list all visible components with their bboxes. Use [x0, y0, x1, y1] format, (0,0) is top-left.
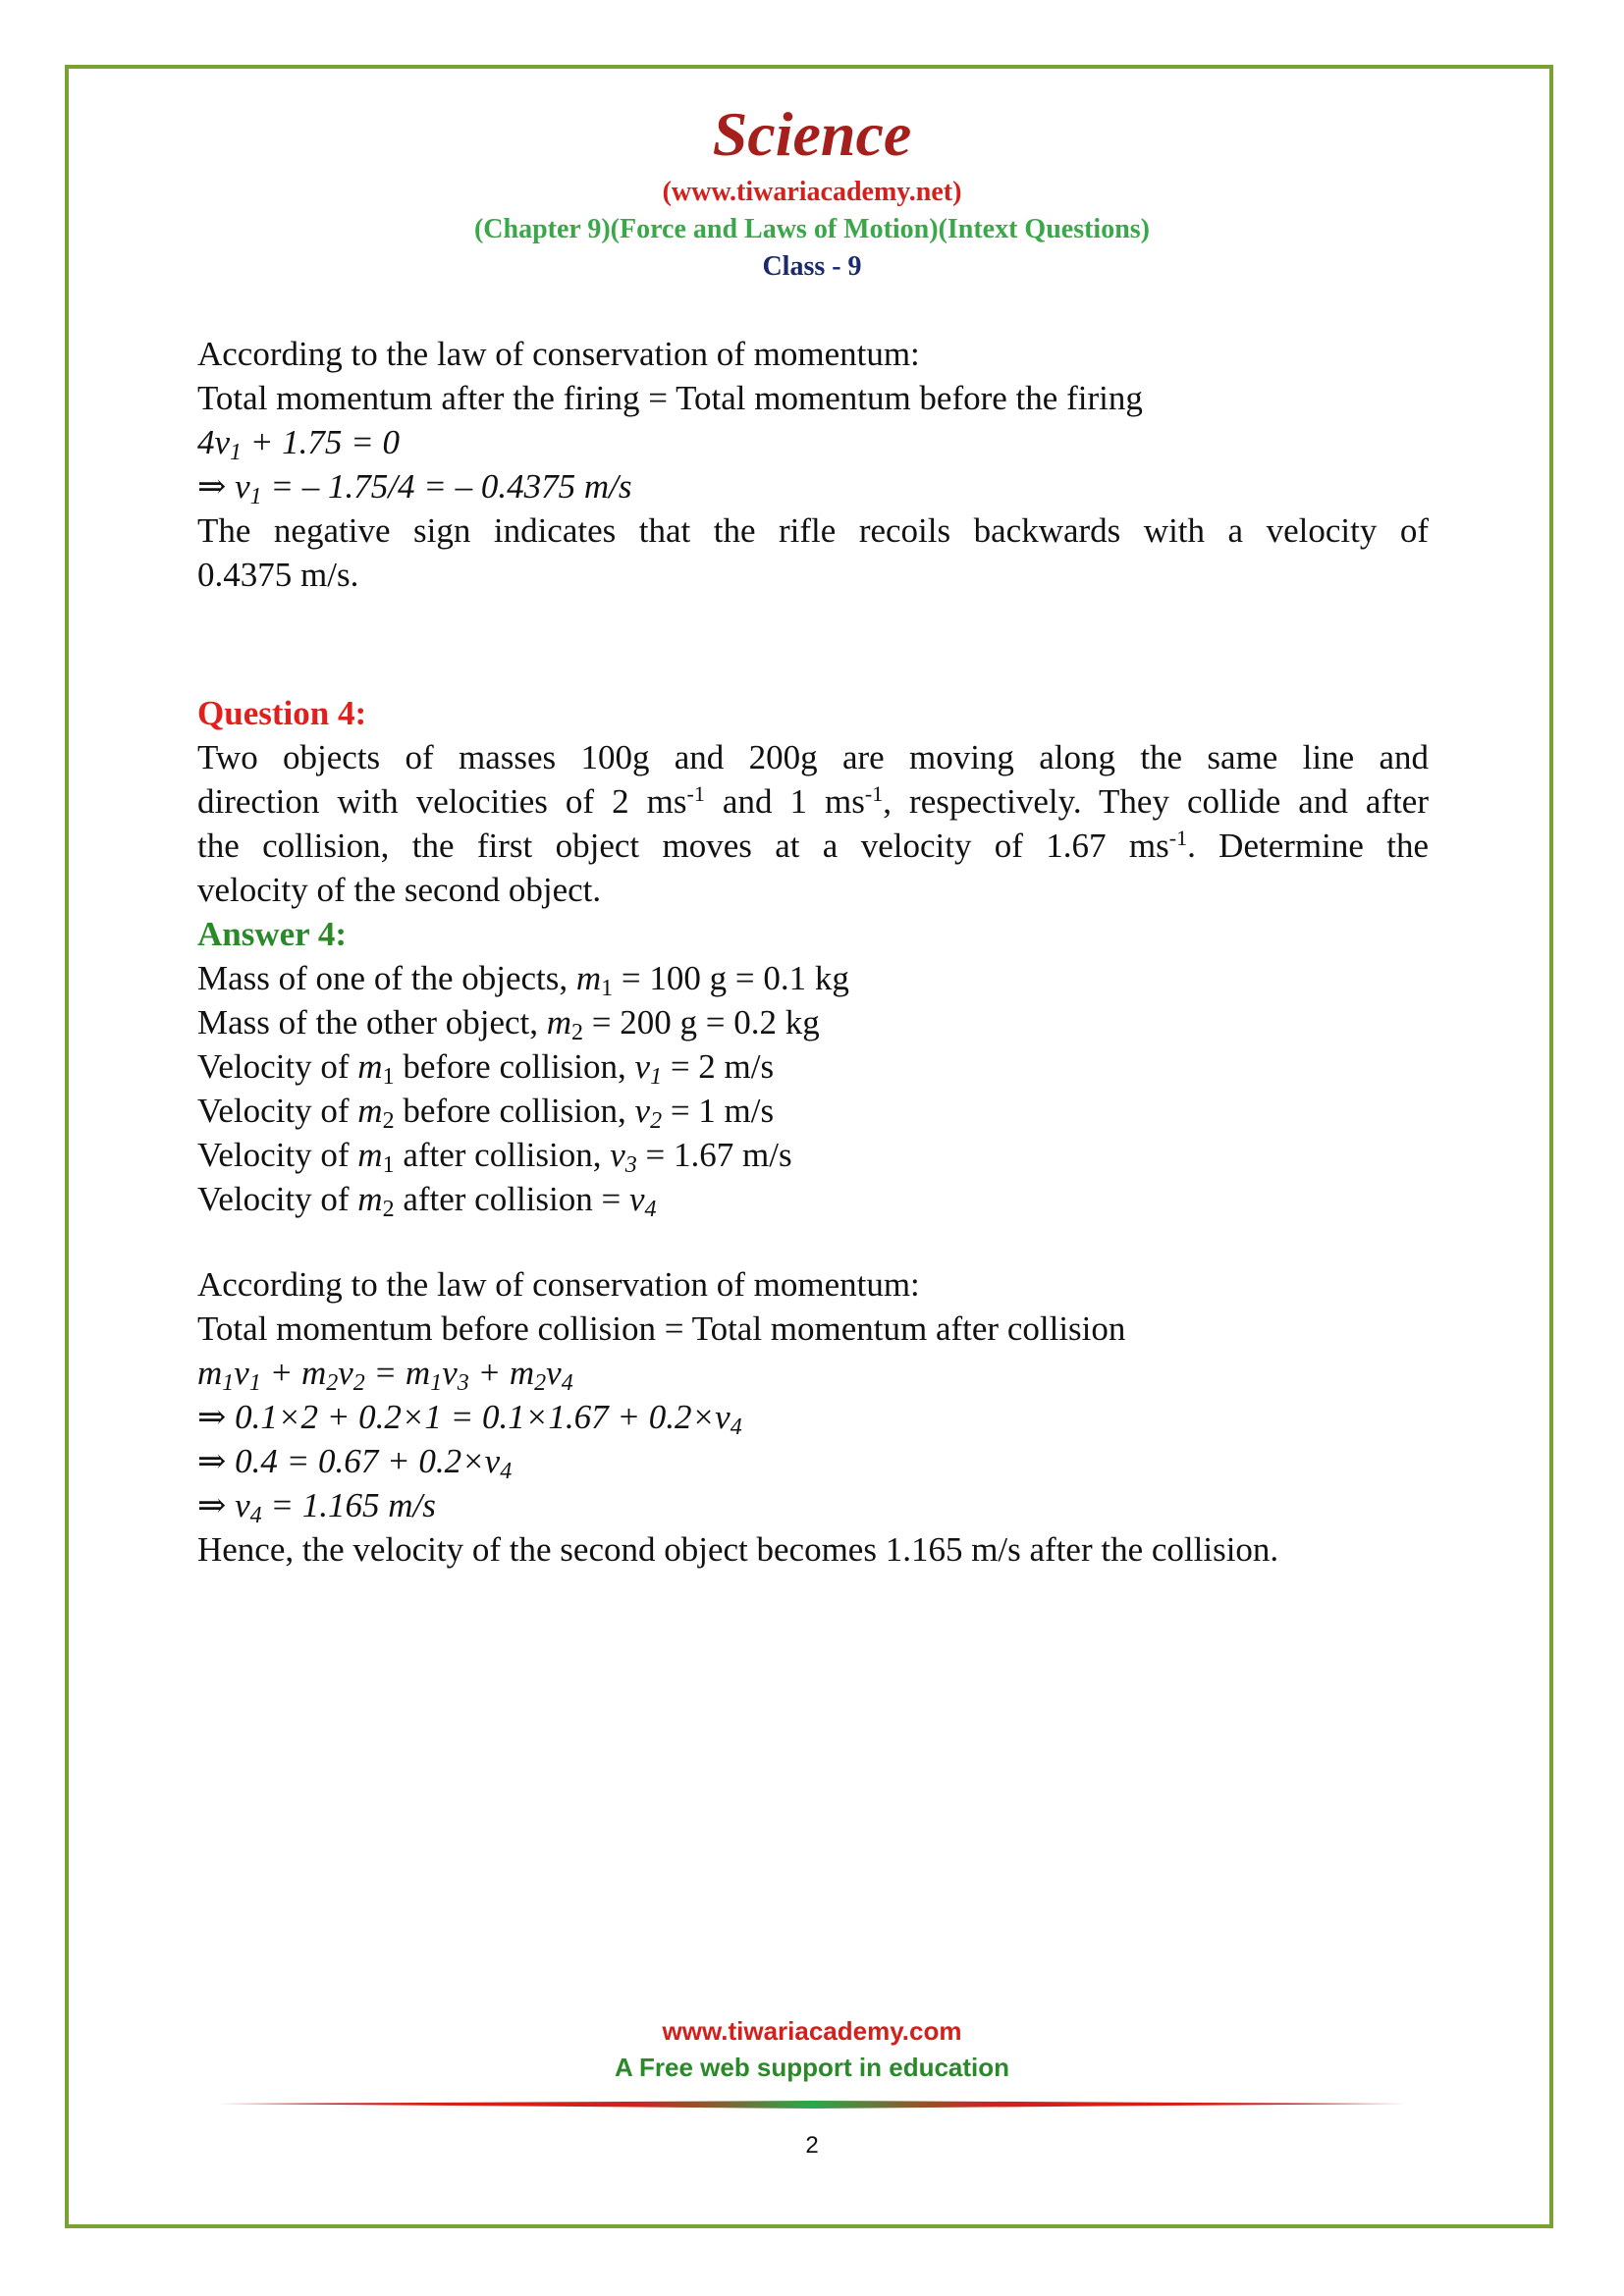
- given-mass-1: Mass of one of the objects, $m_1 = 100$ g = 0.1 kg: [197, 959, 849, 1001]
- question-4-line-2: direction with velocities of 2 $ms^{-1}$ and 1 $ms^{-1}$, respectively. They collide and after: [197, 781, 1429, 821]
- question-4-heading: Question 4:: [197, 694, 367, 732]
- prev-law-line: According to the law of conservation of momentum:: [197, 335, 920, 373]
- prev-conclusion-1: The negative sign indicates that the rifle recoils backwards with a velocity of: [197, 511, 1429, 550]
- prev-conclusion-2: 0.4375 m/s.: [197, 556, 359, 594]
- given-velocity-3: Velocity of $m_1$ after collision, $v_3 = 1.67$ m/s: [197, 1136, 792, 1178]
- footer-divider: [218, 2101, 1406, 2109]
- given-velocity-2: Velocity of $m_2$ before collision, $v_2 = 1$ m/s: [197, 1092, 775, 1134]
- substitution-step: ⇒ $0.1\times 2 + 0.2\times 1 = 0.1\times 1.67 + 0.2\times v_4$: [197, 1398, 742, 1440]
- final-conclusion: Hence, the velocity of the second object becomes 1.165 m/s after the collision.: [197, 1530, 1279, 1569]
- answer-4-heading: Answer 4:: [197, 915, 347, 953]
- result-step: ⇒ $v_4 = 1.165$ m/s: [197, 1486, 436, 1528]
- prev-equation-1: $4v_1 + 1.75 = 0$: [197, 423, 401, 465]
- class-label: Class - 9: [762, 251, 862, 282]
- question-4-line-4: velocity of the second object.: [197, 871, 602, 909]
- given-velocity-1: Velocity of $m_1$ before collision, $v_1 = 2$ m/s: [197, 1047, 775, 1090]
- chapter-label: (Chapter 9)(Force and Laws of Motion)(Intext Questions): [473, 214, 1151, 244]
- given-velocity-4: Velocity of $m_2$ after collision = $v_4$: [197, 1180, 657, 1222]
- question-4-line-1: Two objects of masses 100g and 200g are moving along the same line and: [197, 738, 1429, 776]
- page-content: [197, 332, 1429, 1572]
- footer-tagline: A Free web support in education: [614, 2053, 1010, 2082]
- footer-url: www.tiwariacademy.com: [662, 2016, 962, 2046]
- momentum-equation: $m_1v_1 + m_2v_2 = m_1v_3 + m_2v_4$: [197, 1354, 573, 1396]
- law-statement: According to the law of conservation of momentum:: [197, 1265, 920, 1304]
- given-mass-2: Mass of the other object, $m_2 = 200$ g = 0.2 kg: [197, 1003, 820, 1045]
- site-url: (www.tiwariacademy.net): [662, 177, 962, 207]
- momentum-statement: Total momentum before collision = Total momentum after collision: [197, 1309, 1126, 1348]
- page-title: Science: [712, 99, 912, 169]
- question-4-line-3: the collision, the first object moves at a velocity of 1.67 $ms^{-1}$. Determine the: [197, 826, 1429, 865]
- simplification-step: ⇒ $0.4 = 0.67 + 0.2\times v_4$: [197, 1442, 513, 1484]
- prev-momentum-line: Total momentum after the firing = Total momentum before the firing: [197, 379, 1143, 417]
- prev-equation-2: ⇒ $v_1$ = – 1.75/4 = – 0.4375 m/s: [197, 467, 632, 509]
- page-number: 2: [805, 2132, 819, 2159]
